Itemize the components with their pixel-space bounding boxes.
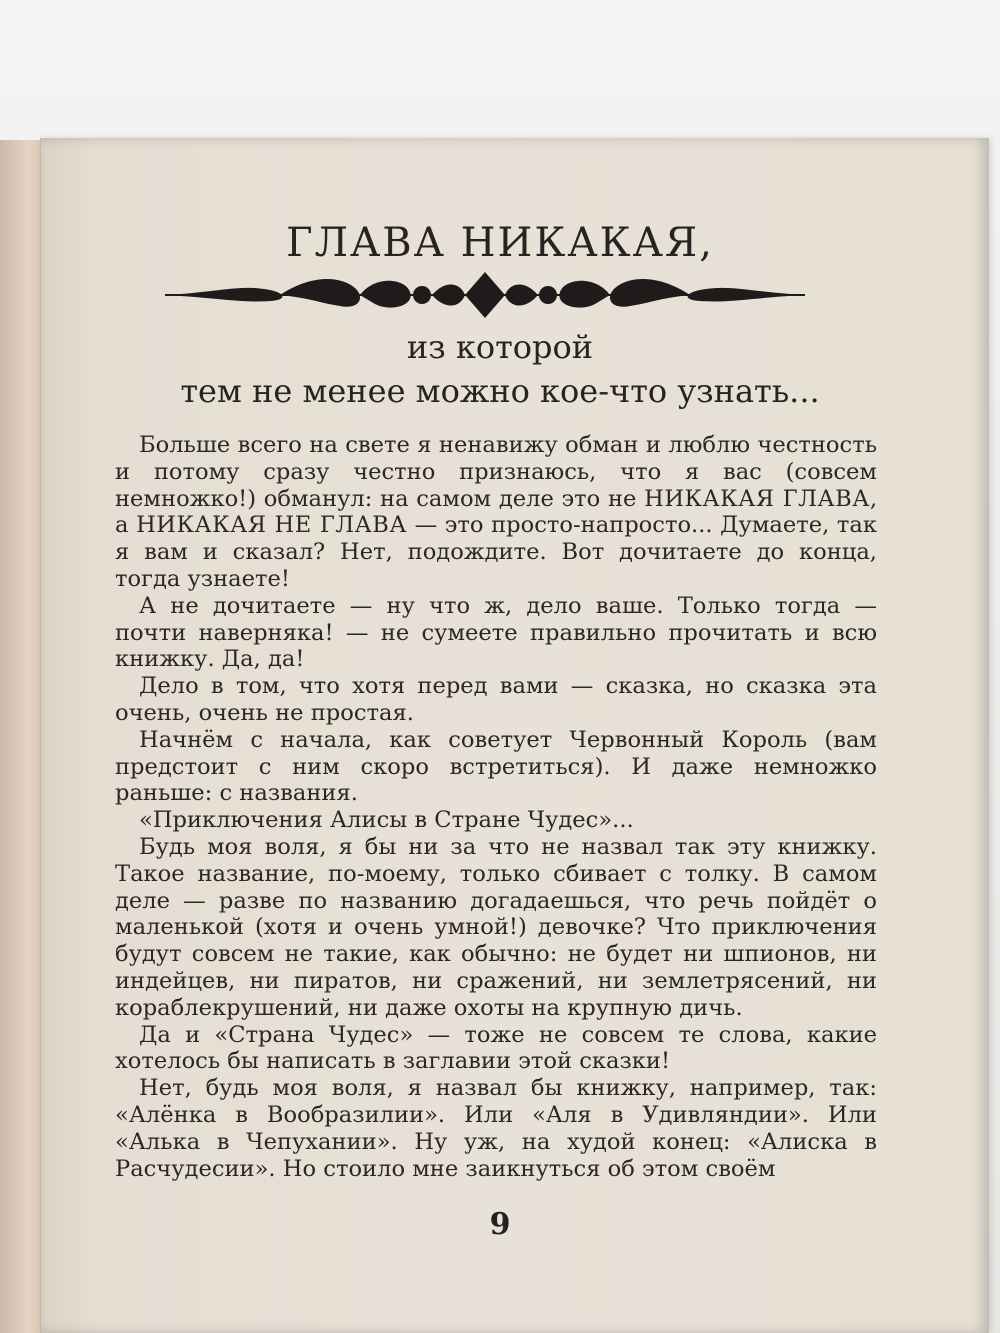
chapter-heading: ГЛАВА НИКАКАЯ, xyxy=(286,220,714,266)
decorative-scroll-ornament-icon xyxy=(160,270,810,320)
paragraph: А не дочитаете — ну что ж, дело ваше. Только тогда — почти наверняка! — не сумеете правильно прочитать и всю книжку. Да, да! xyxy=(115,592,877,673)
paragraph: «Приключения Алисы в Стране Чудес»... xyxy=(139,807,634,834)
chapter-subtitle-line-1: из которой xyxy=(406,328,594,366)
caps-phrase: НИКАКАЯ ГЛАВА xyxy=(644,485,870,512)
chapter-subtitle-line-2: тем не менее можно кое-что узнать... xyxy=(180,372,820,410)
body-text xyxy=(115,432,877,1182)
paragraph: Больше всего на свете я ненавижу обман и люблю честность и потому сразу честно признаюсь, что я вас (совсем немножко!) обманул: на самом деле это не НИКАКАЯ ГЛАВА, а НИКАКАЯ НЕ ГЛАВА — это просто-напросто... Думаете, так я вам и сказал? Нет, подождите. Вот дочитаете до конца, тогда узнаете! xyxy=(115,432,878,592)
paragraph: Дело в том, что хотя перед вами — сказка, но сказка эта очень, очень не простая. xyxy=(115,673,877,726)
caps-phrase: НИКАКАЯ НЕ ГЛАВА xyxy=(136,512,407,539)
paragraph: Будь моя воля, я бы ни за что не назвал так эту книжку. Такое название, по-моему, только сбивает с толку. В самом деле — разве по названию догадаешься, что речь пойдёт о маленькой (хотя и очень умной!) девочке? Что приключения будут совсем не такие, как обычно: не будет ни шпионов, ни индейцев, ни пиратов, ни сражений, ни землетрясений, ни кораблекрушений, ни даже охоты на крупную дичь. xyxy=(115,833,877,1021)
page-number: 9 xyxy=(489,1207,511,1242)
paragraph: Нет, будь моя воля, я назвал бы книжку, например, так: «Алёнка в Вообразилии». Или «Аля в Удивляндии». Или «Алька в Чепухании». Ну уж, на худой конец: «Алиска в Расчудесии». Но стоило мне заикнуться об этом своём xyxy=(115,1075,877,1182)
paragraph: Начнём с начала, как советует Червонный Король (вам предстоит с ним скоро встретиться). И даже немножко раньше: с названия. xyxy=(115,726,877,807)
paragraph: Да и «Страна Чудес» — тоже не совсем те слова, какие хотелось бы написать в заглавии этой сказки! xyxy=(115,1021,877,1075)
